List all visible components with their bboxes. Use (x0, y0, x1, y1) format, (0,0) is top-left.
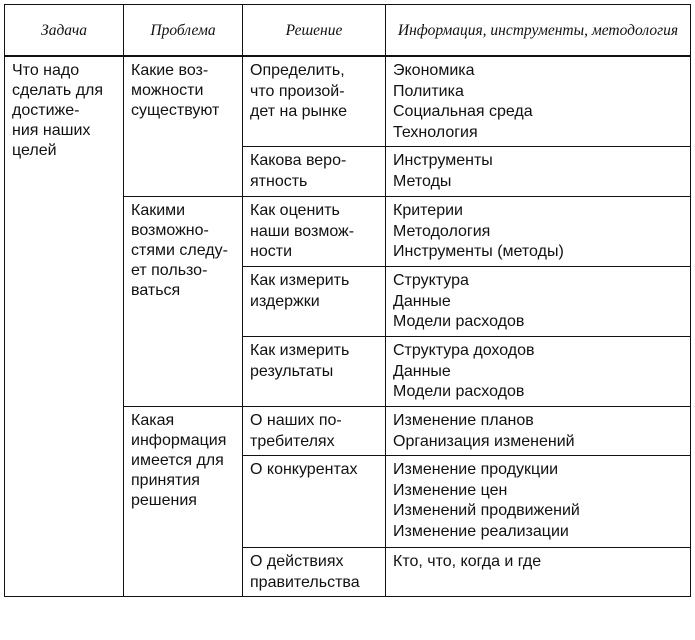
info-line: Структура доходов (393, 342, 535, 359)
task-line: ния наших (12, 122, 91, 139)
problem-line: ет пользо- (131, 262, 208, 279)
problem-cell (124, 197, 243, 407)
info-cell (386, 267, 691, 337)
problem-line: решения (131, 492, 197, 509)
info-line: Критерии (393, 202, 463, 219)
info-cell (386, 147, 691, 197)
header-info: Информация, инструменты, методология (386, 5, 691, 57)
task-cell (5, 56, 124, 597)
solution-cell (243, 267, 386, 337)
problem-line: Какими (131, 202, 186, 219)
problem-line: можности (131, 82, 204, 99)
solution-cell (243, 407, 386, 456)
solution-line: О действиях (250, 553, 344, 570)
info-line: Данные (393, 292, 451, 310)
header-row (5, 5, 691, 57)
solution-cell (243, 548, 386, 597)
info-line: Структура (393, 272, 469, 289)
info-line: Изменение реализации (393, 522, 569, 540)
info-line: Изменение продукции (393, 461, 559, 478)
info-cell (386, 407, 691, 456)
problem-line: существуют (131, 102, 220, 119)
solution-line: О наших по- (250, 412, 342, 429)
problem-cell (124, 407, 243, 597)
info-cell (386, 56, 691, 147)
solution-line: ятность (250, 172, 308, 190)
header-solution: Решение (243, 5, 386, 57)
task-line: Что надо (12, 62, 80, 79)
info-line: Модели расходов (393, 313, 525, 330)
solution-line: ности (250, 243, 292, 260)
solution-line: Какова веро- (250, 152, 347, 169)
solution-cell (243, 56, 386, 147)
info-line: Модели расходов (393, 383, 525, 400)
solution-line: издержки (250, 292, 320, 310)
info-cell (386, 456, 691, 548)
info-line: Политика (393, 82, 464, 100)
problem-line: возможно- (131, 222, 209, 239)
info-cell (386, 548, 691, 597)
info-line: Методология (393, 222, 491, 240)
solution-line: О конкурентах (250, 461, 358, 478)
info-line: Инструменты (методы) (393, 243, 564, 260)
task-line: целей (12, 142, 57, 159)
solution-line: Как оценить (250, 202, 340, 219)
solution-line: что произой- (250, 82, 345, 100)
table-row (5, 56, 691, 147)
solution-line: требителях (250, 432, 335, 450)
problem-line: имеется для (131, 452, 224, 469)
info-cell (386, 337, 691, 407)
info-line: Организация изменений (393, 432, 575, 450)
info-line: Изменение планов (393, 412, 534, 429)
problem-line: информация (131, 432, 227, 449)
info-line: Инструменты (393, 152, 493, 169)
info-line: Социальная среда (393, 103, 533, 120)
problem-line: принятия (131, 472, 200, 489)
info-line: Экономика (393, 62, 475, 79)
solution-line: Определить, (250, 62, 345, 79)
strategy-table (4, 4, 691, 597)
header-task: Задача (5, 5, 124, 57)
solution-line: дет на рынке (250, 103, 347, 120)
task-line: достиже- (12, 102, 80, 119)
solution-line: Как измерить (250, 272, 350, 289)
info-cell (386, 197, 691, 267)
header-problem: Проблема (124, 5, 243, 57)
info-line: Изменение цен (393, 481, 508, 499)
info-line: Данные (393, 362, 451, 380)
task-line: сделать для (12, 82, 104, 99)
problem-cell (124, 56, 243, 197)
solution-line: наши возмож- (250, 222, 355, 240)
info-line: Методы (393, 172, 452, 190)
solution-line: Как измерить (250, 342, 350, 359)
solution-cell (243, 456, 386, 548)
info-line: Кто, что, когда и где (393, 553, 542, 570)
info-line: Технология (393, 123, 478, 141)
solution-cell (243, 337, 386, 407)
problem-line: стями следу- (131, 242, 228, 259)
problem-line: Какая (131, 412, 175, 429)
solution-cell (243, 147, 386, 197)
info-line: Изменений продвижений (393, 502, 580, 519)
problem-line: ваться (131, 282, 181, 299)
problem-line: Какие воз- (131, 62, 209, 79)
solution-line: результаты (250, 362, 334, 380)
solution-line: правительства (250, 573, 360, 591)
solution-cell (243, 197, 386, 267)
